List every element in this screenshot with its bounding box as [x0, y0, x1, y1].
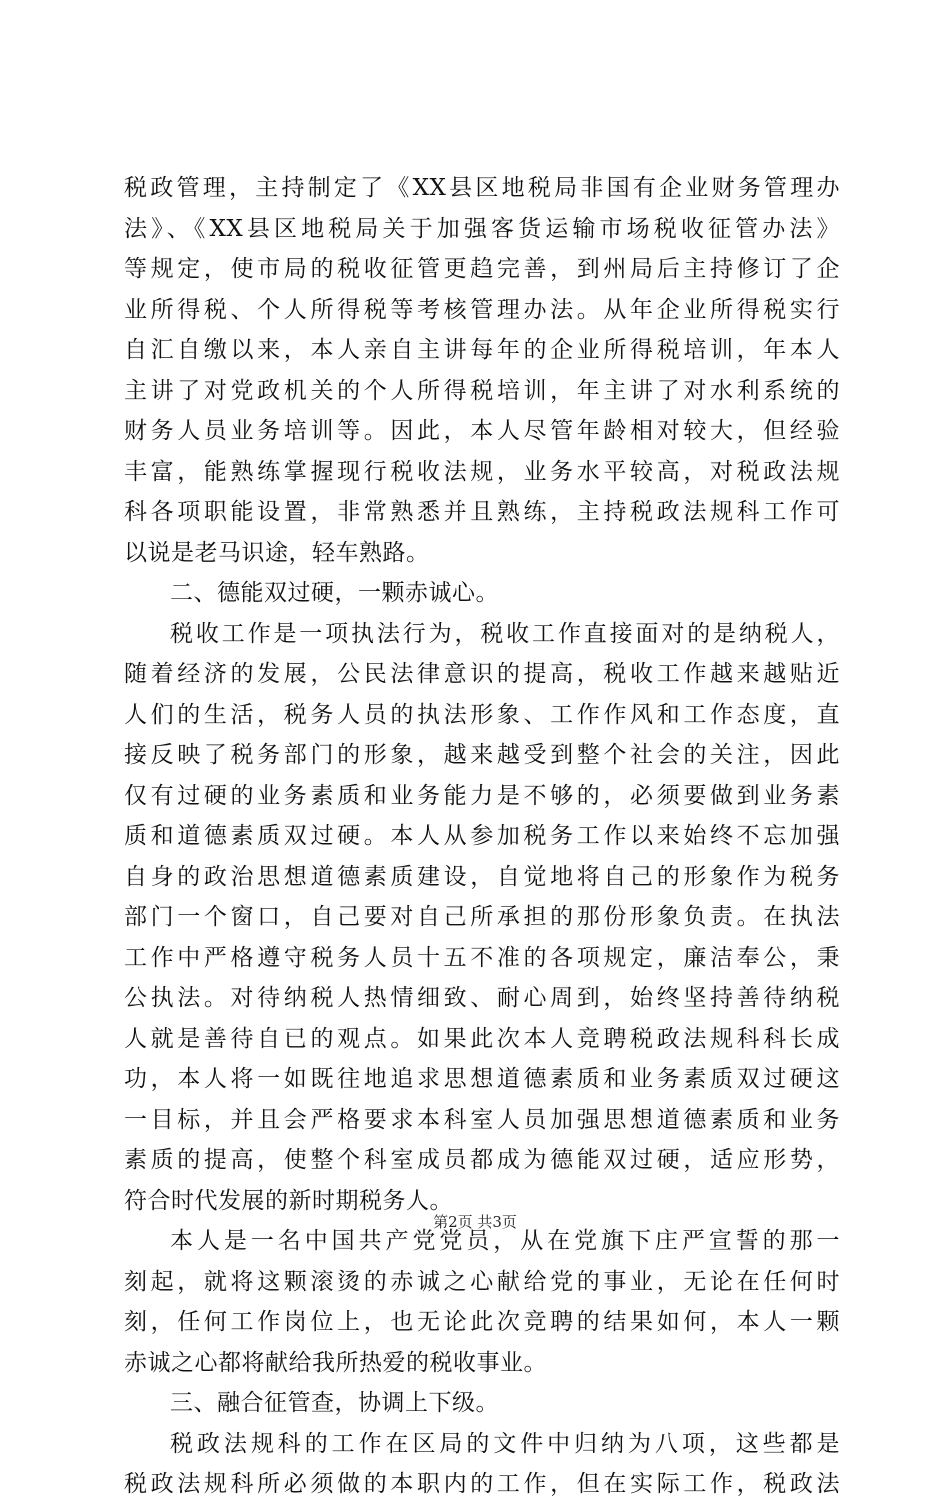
- text-line: 税政法规科所必须做的本职内的工作，但在实际工作，税政法: [124, 1471, 840, 1497]
- text-line: 税政管理，主持制定了《XX县区地税局非国有企业财务管理办: [124, 175, 840, 201]
- text-line: 业所得税、个人所得税等考核管理办法。从年企业所得税实行: [124, 296, 840, 323]
- page-footer: [0, 1212, 950, 1232]
- page-number-label: 第2页 共3页: [433, 1213, 517, 1231]
- text-line: 税收工作是一项执法行为，税收工作直接面对的是纳税人，: [170, 620, 840, 647]
- text-line: 财务人员业务培训等。因此，本人尽管年龄相对较大，但经验: [124, 418, 840, 444]
- text-line: 素质的提高，使整个科室成员都成为德能双过硬，适应形势，: [124, 1147, 840, 1173]
- text-line: 主讲了对党政机关的个人所得税培训，年主讲了对水利系统的: [124, 377, 840, 404]
- text-line: 科各项职能设置，非常熟悉并且熟练，主持税政法规科工作可: [124, 499, 840, 525]
- text-line: 符合时代发展的新时期税务人。: [124, 1187, 453, 1214]
- text-line: 等规定，使市局的税收征管更趋完善，到州局后主持修订了企: [124, 256, 840, 282]
- text-line: 接反映了税务部门的形象，越来越受到整个社会的关注，因此: [124, 742, 840, 768]
- text-line: 人就是善待自已的观点。如果此次本人竞聘税政法规科科长成: [124, 1025, 840, 1052]
- section-heading: 二、德能双过硬，一颗赤诚心。: [170, 580, 499, 606]
- text-line: 功，本人将一如既往地追求思想道德素质和业务素质双过硬这: [124, 1066, 840, 1092]
- text-line: 本人是一名中国共产党党员，从在党旗下庄严宣誓的那一: [170, 1228, 840, 1254]
- text-line: 部门一个窗口，自己要对自己所承担的那份形象负责。在执法: [124, 904, 840, 930]
- text-line: 刻，任何工作岗位上，也无论此次竞聘的结果如何，本人一颗: [124, 1309, 840, 1335]
- text-line: 赤诚之心都将献给我所热爱的税收事业。: [124, 1349, 547, 1376]
- text-line: 质和道德素质双过硬。本人从参加税务工作以来始终不忘加强: [124, 823, 840, 849]
- text-line: 税政法规科的工作在区局的文件中归纳为八项，这些都是: [170, 1430, 840, 1457]
- text-line: 以说是老马识途，轻车熟路。: [124, 539, 430, 566]
- text-line: 随着经济的发展，公民法律意识的提高，税收工作越来越贴近: [124, 661, 840, 687]
- section-heading: 三、融合征管查，协调上下级。: [170, 1390, 499, 1416]
- text-line: 公执法。对待纳税人热情细致、耐心周到，始终坚持善待纳税: [124, 985, 840, 1011]
- text-line: 仅有过硬的业务素质和业务能力是不够的，必须要做到业务素: [124, 782, 840, 809]
- text-line: 工作中严格遵守税务人员十五不准的各项规定，廉洁奉公，秉: [124, 944, 840, 971]
- text-line: 刻起，就将这颗滚烫的赤诚之心献给党的事业，无论在任何时: [124, 1268, 840, 1295]
- text-line: 一目标，并且会严格要求本科室人员加强思想道德素质和业务: [124, 1106, 840, 1133]
- text-line: 丰富，能熟练掌握现行税收法规，业务水平较高，对税政法规: [124, 458, 840, 485]
- text-line: 人们的生活，税务人员的执法形象、工作作风和工作态度，直: [124, 701, 840, 728]
- text-line: 自身的政治思想道德素质建设，自觉地将自己的形象作为税务: [124, 863, 840, 890]
- body-text: [124, 168, 840, 1505]
- text-line: 自汇自缴以来，本人亲自主讲每年的企业所得税培训，年本人: [124, 337, 840, 363]
- text-line: 法》、《XX县区地税局关于加强客货运输市场税收征管办法》: [124, 215, 840, 242]
